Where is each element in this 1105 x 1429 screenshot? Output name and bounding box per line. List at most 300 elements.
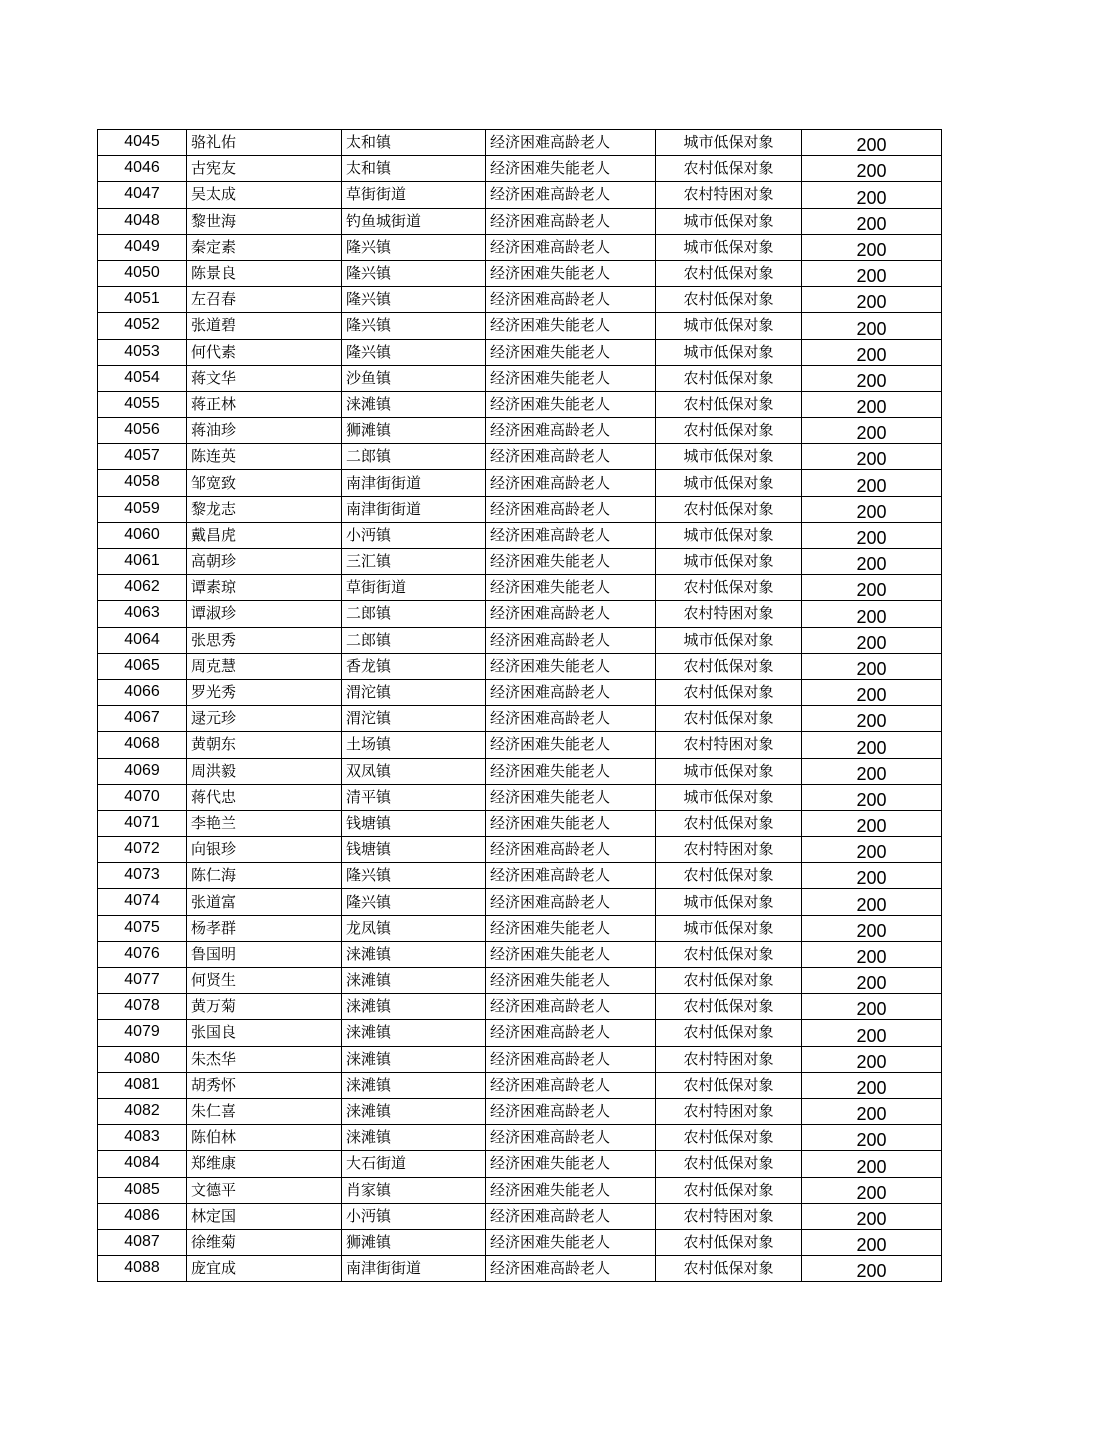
cell-town: 二郎镇 bbox=[342, 601, 486, 627]
cell-id: 4049 bbox=[98, 234, 187, 260]
cell-id: 4050 bbox=[98, 260, 187, 286]
table-row bbox=[98, 1151, 942, 1177]
cell-town: 隆兴镇 bbox=[342, 234, 486, 260]
cell-town: 肖家镇 bbox=[342, 1177, 486, 1203]
cell-name: 罗光秀 bbox=[187, 679, 342, 705]
cell-name: 鲁国明 bbox=[187, 941, 342, 967]
cell-town: 隆兴镇 bbox=[342, 889, 486, 915]
cell-amount: 200 bbox=[802, 391, 942, 417]
cell-type: 经济困难高龄老人 bbox=[486, 208, 656, 234]
table-row bbox=[98, 1072, 942, 1098]
cell-id: 4046 bbox=[98, 156, 187, 182]
cell-type: 经济困难高龄老人 bbox=[486, 1125, 656, 1151]
cell-town: 涞滩镇 bbox=[342, 1098, 486, 1124]
cell-amount: 200 bbox=[802, 889, 942, 915]
cell-category: 农村低保对象 bbox=[656, 941, 802, 967]
cell-town: 狮滩镇 bbox=[342, 418, 486, 444]
cell-name: 文德平 bbox=[187, 1177, 342, 1203]
cell-type: 经济困难高龄老人 bbox=[486, 627, 656, 653]
table-row bbox=[98, 784, 942, 810]
table-row bbox=[98, 627, 942, 653]
cell-category: 农村特困对象 bbox=[656, 732, 802, 758]
cell-amount: 200 bbox=[802, 444, 942, 470]
cell-category: 农村低保对象 bbox=[656, 653, 802, 679]
cell-category: 农村低保对象 bbox=[656, 418, 802, 444]
cell-amount: 200 bbox=[802, 313, 942, 339]
cell-id: 4088 bbox=[98, 1256, 187, 1282]
cell-town: 隆兴镇 bbox=[342, 863, 486, 889]
cell-town: 狮滩镇 bbox=[342, 1229, 486, 1255]
cell-id: 4072 bbox=[98, 837, 187, 863]
cell-town: 大石街道 bbox=[342, 1151, 486, 1177]
cell-amount: 200 bbox=[802, 1229, 942, 1255]
table-row bbox=[98, 758, 942, 784]
cell-name: 庞宜成 bbox=[187, 1256, 342, 1282]
table-row bbox=[98, 679, 942, 705]
cell-name: 李艳兰 bbox=[187, 810, 342, 836]
cell-type: 经济困难失能老人 bbox=[486, 365, 656, 391]
cell-id: 4086 bbox=[98, 1203, 187, 1229]
cell-town: 钓鱼城街道 bbox=[342, 208, 486, 234]
cell-id: 4062 bbox=[98, 575, 187, 601]
data-table bbox=[97, 129, 942, 1282]
cell-town: 涞滩镇 bbox=[342, 941, 486, 967]
cell-name: 秦定素 bbox=[187, 234, 342, 260]
cell-type: 经济困难失能老人 bbox=[486, 575, 656, 601]
cell-name: 杨孝群 bbox=[187, 915, 342, 941]
cell-category: 农村低保对象 bbox=[656, 287, 802, 313]
cell-type: 经济困难高龄老人 bbox=[486, 889, 656, 915]
cell-amount: 200 bbox=[802, 941, 942, 967]
cell-name: 黎龙志 bbox=[187, 496, 342, 522]
cell-category: 城市低保对象 bbox=[656, 208, 802, 234]
cell-category: 城市低保对象 bbox=[656, 889, 802, 915]
cell-name: 谭素琼 bbox=[187, 575, 342, 601]
table-row bbox=[98, 418, 942, 444]
cell-town: 沙鱼镇 bbox=[342, 365, 486, 391]
cell-amount: 200 bbox=[802, 1125, 942, 1151]
cell-name: 陈仁海 bbox=[187, 863, 342, 889]
cell-type: 经济困难高龄老人 bbox=[486, 1020, 656, 1046]
cell-category: 农村低保对象 bbox=[656, 968, 802, 994]
cell-category: 城市低保对象 bbox=[656, 784, 802, 810]
cell-category: 城市低保对象 bbox=[656, 758, 802, 784]
cell-amount: 200 bbox=[802, 732, 942, 758]
cell-category: 城市低保对象 bbox=[656, 470, 802, 496]
cell-name: 张思秀 bbox=[187, 627, 342, 653]
cell-town: 二郎镇 bbox=[342, 627, 486, 653]
cell-town: 二郎镇 bbox=[342, 444, 486, 470]
cell-id: 4048 bbox=[98, 208, 187, 234]
cell-name: 张国良 bbox=[187, 1020, 342, 1046]
table-row bbox=[98, 182, 942, 208]
cell-type: 经济困难高龄老人 bbox=[486, 837, 656, 863]
cell-amount: 200 bbox=[802, 706, 942, 732]
cell-category: 农村低保对象 bbox=[656, 994, 802, 1020]
table-row bbox=[98, 313, 942, 339]
table-row bbox=[98, 915, 942, 941]
cell-type: 经济困难失能老人 bbox=[486, 1229, 656, 1255]
cell-name: 林定国 bbox=[187, 1203, 342, 1229]
cell-id: 4075 bbox=[98, 915, 187, 941]
cell-id: 4051 bbox=[98, 287, 187, 313]
cell-category: 农村低保对象 bbox=[656, 1125, 802, 1151]
table-row bbox=[98, 863, 942, 889]
cell-name: 吴太成 bbox=[187, 182, 342, 208]
cell-town: 隆兴镇 bbox=[342, 339, 486, 365]
table-row bbox=[98, 837, 942, 863]
cell-amount: 200 bbox=[802, 627, 942, 653]
cell-amount: 200 bbox=[802, 365, 942, 391]
table-row bbox=[98, 653, 942, 679]
cell-category: 农村特困对象 bbox=[656, 182, 802, 208]
cell-name: 何贤生 bbox=[187, 968, 342, 994]
table-row bbox=[98, 1177, 942, 1203]
cell-town: 小沔镇 bbox=[342, 1203, 486, 1229]
cell-id: 4084 bbox=[98, 1151, 187, 1177]
table-row bbox=[98, 732, 942, 758]
cell-name: 何代素 bbox=[187, 339, 342, 365]
cell-amount: 200 bbox=[802, 784, 942, 810]
cell-type: 经济困难失能老人 bbox=[486, 915, 656, 941]
cell-type: 经济困难失能老人 bbox=[486, 549, 656, 575]
cell-category: 农村低保对象 bbox=[656, 706, 802, 732]
table-row bbox=[98, 470, 942, 496]
cell-type: 经济困难高龄老人 bbox=[486, 1046, 656, 1072]
cell-category: 城市低保对象 bbox=[656, 627, 802, 653]
cell-category: 农村低保对象 bbox=[656, 496, 802, 522]
cell-type: 经济困难高龄老人 bbox=[486, 287, 656, 313]
cell-town: 涞滩镇 bbox=[342, 968, 486, 994]
cell-id: 4055 bbox=[98, 391, 187, 417]
cell-category: 城市低保对象 bbox=[656, 339, 802, 365]
cell-amount: 200 bbox=[802, 679, 942, 705]
table-row bbox=[98, 1125, 942, 1151]
cell-type: 经济困难高龄老人 bbox=[486, 863, 656, 889]
cell-town: 隆兴镇 bbox=[342, 287, 486, 313]
cell-amount: 200 bbox=[802, 1177, 942, 1203]
cell-name: 朱杰华 bbox=[187, 1046, 342, 1072]
cell-amount: 200 bbox=[802, 260, 942, 286]
cell-name: 周克慧 bbox=[187, 653, 342, 679]
table-row bbox=[98, 706, 942, 732]
cell-name: 胡秀怀 bbox=[187, 1072, 342, 1098]
cell-town: 双凤镇 bbox=[342, 758, 486, 784]
cell-id: 4067 bbox=[98, 706, 187, 732]
cell-category: 农村低保对象 bbox=[656, 1256, 802, 1282]
cell-id: 4065 bbox=[98, 653, 187, 679]
cell-id: 4066 bbox=[98, 679, 187, 705]
cell-town: 涞滩镇 bbox=[342, 391, 486, 417]
cell-type: 经济困难失能老人 bbox=[486, 941, 656, 967]
cell-type: 经济困难高龄老人 bbox=[486, 418, 656, 444]
table-row bbox=[98, 1046, 942, 1072]
cell-category: 农村低保对象 bbox=[656, 1151, 802, 1177]
cell-type: 经济困难失能老人 bbox=[486, 391, 656, 417]
cell-name: 戴昌虎 bbox=[187, 522, 342, 548]
cell-type: 经济困难高龄老人 bbox=[486, 496, 656, 522]
cell-name: 陈伯林 bbox=[187, 1125, 342, 1151]
cell-category: 农村低保对象 bbox=[656, 260, 802, 286]
cell-category: 城市低保对象 bbox=[656, 522, 802, 548]
cell-town: 涞滩镇 bbox=[342, 994, 486, 1020]
cell-town: 涞滩镇 bbox=[342, 1072, 486, 1098]
cell-name: 邹宽致 bbox=[187, 470, 342, 496]
table-row bbox=[98, 391, 942, 417]
cell-town: 龙凤镇 bbox=[342, 915, 486, 941]
cell-amount: 200 bbox=[802, 470, 942, 496]
cell-category: 农村低保对象 bbox=[656, 1020, 802, 1046]
cell-type: 经济困难高龄老人 bbox=[486, 706, 656, 732]
cell-town: 香龙镇 bbox=[342, 653, 486, 679]
cell-amount: 200 bbox=[802, 339, 942, 365]
table-row bbox=[98, 444, 942, 470]
cell-amount: 200 bbox=[802, 758, 942, 784]
cell-amount: 200 bbox=[802, 994, 942, 1020]
cell-category: 城市低保对象 bbox=[656, 549, 802, 575]
cell-name: 黄朝东 bbox=[187, 732, 342, 758]
cell-amount: 200 bbox=[802, 1046, 942, 1072]
cell-category: 农村低保对象 bbox=[656, 810, 802, 836]
table-row bbox=[98, 260, 942, 286]
table-row bbox=[98, 234, 942, 260]
cell-amount: 200 bbox=[802, 1151, 942, 1177]
cell-town: 隆兴镇 bbox=[342, 313, 486, 339]
cell-id: 4070 bbox=[98, 784, 187, 810]
cell-category: 城市低保对象 bbox=[656, 130, 802, 156]
cell-name: 蒋代忠 bbox=[187, 784, 342, 810]
cell-name: 古宪友 bbox=[187, 156, 342, 182]
table-row bbox=[98, 941, 942, 967]
cell-name: 蒋文华 bbox=[187, 365, 342, 391]
cell-id: 4074 bbox=[98, 889, 187, 915]
cell-name: 蒋正林 bbox=[187, 391, 342, 417]
cell-id: 4073 bbox=[98, 863, 187, 889]
cell-type: 经济困难高龄老人 bbox=[486, 601, 656, 627]
cell-id: 4047 bbox=[98, 182, 187, 208]
cell-category: 农村低保对象 bbox=[656, 1229, 802, 1255]
cell-id: 4063 bbox=[98, 601, 187, 627]
cell-town: 太和镇 bbox=[342, 156, 486, 182]
cell-id: 4052 bbox=[98, 313, 187, 339]
cell-amount: 200 bbox=[802, 1256, 942, 1282]
cell-town: 钱塘镇 bbox=[342, 810, 486, 836]
cell-type: 经济困难失能老人 bbox=[486, 968, 656, 994]
cell-name: 逯元珍 bbox=[187, 706, 342, 732]
cell-town: 渭沱镇 bbox=[342, 706, 486, 732]
cell-type: 经济困难高龄老人 bbox=[486, 1072, 656, 1098]
cell-town: 土场镇 bbox=[342, 732, 486, 758]
cell-type: 经济困难高龄老人 bbox=[486, 679, 656, 705]
cell-id: 4058 bbox=[98, 470, 187, 496]
cell-amount: 200 bbox=[802, 208, 942, 234]
cell-amount: 200 bbox=[802, 549, 942, 575]
cell-category: 农村特困对象 bbox=[656, 837, 802, 863]
cell-category: 农村特困对象 bbox=[656, 1046, 802, 1072]
cell-town: 涞滩镇 bbox=[342, 1046, 486, 1072]
cell-id: 4053 bbox=[98, 339, 187, 365]
cell-amount: 200 bbox=[802, 837, 942, 863]
cell-name: 左召春 bbox=[187, 287, 342, 313]
table-row bbox=[98, 1098, 942, 1124]
cell-amount: 200 bbox=[802, 156, 942, 182]
cell-amount: 200 bbox=[802, 418, 942, 444]
cell-category: 城市低保对象 bbox=[656, 234, 802, 260]
cell-town: 渭沱镇 bbox=[342, 679, 486, 705]
cell-amount: 200 bbox=[802, 601, 942, 627]
table-row bbox=[98, 601, 942, 627]
cell-amount: 200 bbox=[802, 234, 942, 260]
cell-id: 4076 bbox=[98, 941, 187, 967]
cell-id: 4057 bbox=[98, 444, 187, 470]
cell-type: 经济困难失能老人 bbox=[486, 1177, 656, 1203]
cell-type: 经济困难高龄老人 bbox=[486, 234, 656, 260]
cell-id: 4071 bbox=[98, 810, 187, 836]
cell-id: 4085 bbox=[98, 1177, 187, 1203]
cell-id: 4068 bbox=[98, 732, 187, 758]
cell-amount: 200 bbox=[802, 130, 942, 156]
table-row bbox=[98, 889, 942, 915]
cell-type: 经济困难失能老人 bbox=[486, 784, 656, 810]
cell-name: 黄万菊 bbox=[187, 994, 342, 1020]
cell-name: 张道富 bbox=[187, 889, 342, 915]
cell-name: 陈景良 bbox=[187, 260, 342, 286]
cell-town: 南津街街道 bbox=[342, 496, 486, 522]
table-row bbox=[98, 339, 942, 365]
cell-amount: 200 bbox=[802, 522, 942, 548]
cell-amount: 200 bbox=[802, 1020, 942, 1046]
cell-name: 徐维菊 bbox=[187, 1229, 342, 1255]
table-row bbox=[98, 287, 942, 313]
cell-name: 骆礼佑 bbox=[187, 130, 342, 156]
cell-amount: 200 bbox=[802, 1072, 942, 1098]
cell-category: 农村低保对象 bbox=[656, 391, 802, 417]
cell-type: 经济困难失能老人 bbox=[486, 810, 656, 836]
table-row bbox=[98, 156, 942, 182]
cell-town: 小沔镇 bbox=[342, 522, 486, 548]
cell-id: 4054 bbox=[98, 365, 187, 391]
cell-town: 南津街街道 bbox=[342, 470, 486, 496]
cell-category: 城市低保对象 bbox=[656, 313, 802, 339]
cell-name: 陈连英 bbox=[187, 444, 342, 470]
cell-amount: 200 bbox=[802, 863, 942, 889]
cell-name: 张道碧 bbox=[187, 313, 342, 339]
cell-town: 涞滩镇 bbox=[342, 1125, 486, 1151]
table-row bbox=[98, 1256, 942, 1282]
cell-type: 经济困难高龄老人 bbox=[486, 182, 656, 208]
cell-amount: 200 bbox=[802, 575, 942, 601]
cell-type: 经济困难高龄老人 bbox=[486, 994, 656, 1020]
cell-town: 钱塘镇 bbox=[342, 837, 486, 863]
cell-id: 4056 bbox=[98, 418, 187, 444]
cell-category: 农村低保对象 bbox=[656, 365, 802, 391]
cell-name: 郑维康 bbox=[187, 1151, 342, 1177]
cell-id: 4081 bbox=[98, 1072, 187, 1098]
table-row bbox=[98, 1203, 942, 1229]
cell-type: 经济困难失能老人 bbox=[486, 156, 656, 182]
cell-town: 清平镇 bbox=[342, 784, 486, 810]
table-row bbox=[98, 549, 942, 575]
table-row bbox=[98, 130, 942, 156]
table-row bbox=[98, 496, 942, 522]
cell-id: 4060 bbox=[98, 522, 187, 548]
cell-type: 经济困难失能老人 bbox=[486, 758, 656, 784]
table-body bbox=[98, 130, 942, 1282]
cell-category: 城市低保对象 bbox=[656, 915, 802, 941]
cell-id: 4064 bbox=[98, 627, 187, 653]
cell-type: 经济困难失能老人 bbox=[486, 1151, 656, 1177]
cell-town: 草街街道 bbox=[342, 575, 486, 601]
cell-name: 蒋油珍 bbox=[187, 418, 342, 444]
table-row bbox=[98, 1020, 942, 1046]
cell-town: 草街街道 bbox=[342, 182, 486, 208]
cell-type: 经济困难失能老人 bbox=[486, 653, 656, 679]
table-row bbox=[98, 522, 942, 548]
cell-type: 经济困难高龄老人 bbox=[486, 130, 656, 156]
cell-name: 黎世海 bbox=[187, 208, 342, 234]
table-row bbox=[98, 208, 942, 234]
table-row bbox=[98, 1229, 942, 1255]
cell-id: 4045 bbox=[98, 130, 187, 156]
cell-type: 经济困难失能老人 bbox=[486, 339, 656, 365]
cell-id: 4080 bbox=[98, 1046, 187, 1072]
cell-id: 4082 bbox=[98, 1098, 187, 1124]
cell-category: 农村低保对象 bbox=[656, 156, 802, 182]
cell-type: 经济困难高龄老人 bbox=[486, 1256, 656, 1282]
cell-type: 经济困难失能老人 bbox=[486, 260, 656, 286]
cell-name: 周洪毅 bbox=[187, 758, 342, 784]
cell-id: 4061 bbox=[98, 549, 187, 575]
cell-amount: 200 bbox=[802, 653, 942, 679]
table-row bbox=[98, 968, 942, 994]
cell-amount: 200 bbox=[802, 968, 942, 994]
cell-category: 农村低保对象 bbox=[656, 1177, 802, 1203]
cell-name: 朱仁喜 bbox=[187, 1098, 342, 1124]
cell-id: 4077 bbox=[98, 968, 187, 994]
cell-type: 经济困难高龄老人 bbox=[486, 522, 656, 548]
cell-category: 农村低保对象 bbox=[656, 575, 802, 601]
cell-type: 经济困难高龄老人 bbox=[486, 1203, 656, 1229]
cell-town: 隆兴镇 bbox=[342, 260, 486, 286]
cell-category: 农村特困对象 bbox=[656, 601, 802, 627]
cell-type: 经济困难高龄老人 bbox=[486, 444, 656, 470]
cell-category: 城市低保对象 bbox=[656, 444, 802, 470]
cell-id: 4079 bbox=[98, 1020, 187, 1046]
cell-id: 4087 bbox=[98, 1229, 187, 1255]
cell-id: 4078 bbox=[98, 994, 187, 1020]
table-row bbox=[98, 810, 942, 836]
cell-id: 4083 bbox=[98, 1125, 187, 1151]
cell-name: 谭淑珍 bbox=[187, 601, 342, 627]
table-row bbox=[98, 994, 942, 1020]
cell-amount: 200 bbox=[802, 915, 942, 941]
cell-id: 4069 bbox=[98, 758, 187, 784]
cell-amount: 200 bbox=[802, 287, 942, 313]
cell-type: 经济困难失能老人 bbox=[486, 732, 656, 758]
cell-amount: 200 bbox=[802, 182, 942, 208]
cell-town: 三汇镇 bbox=[342, 549, 486, 575]
cell-amount: 200 bbox=[802, 1098, 942, 1124]
cell-type: 经济困难失能老人 bbox=[486, 313, 656, 339]
table-row bbox=[98, 365, 942, 391]
cell-category: 农村低保对象 bbox=[656, 679, 802, 705]
cell-category: 农村低保对象 bbox=[656, 1072, 802, 1098]
cell-type: 经济困难高龄老人 bbox=[486, 470, 656, 496]
cell-amount: 200 bbox=[802, 810, 942, 836]
cell-type: 经济困难高龄老人 bbox=[486, 1098, 656, 1124]
cell-name: 向银珍 bbox=[187, 837, 342, 863]
cell-town: 太和镇 bbox=[342, 130, 486, 156]
